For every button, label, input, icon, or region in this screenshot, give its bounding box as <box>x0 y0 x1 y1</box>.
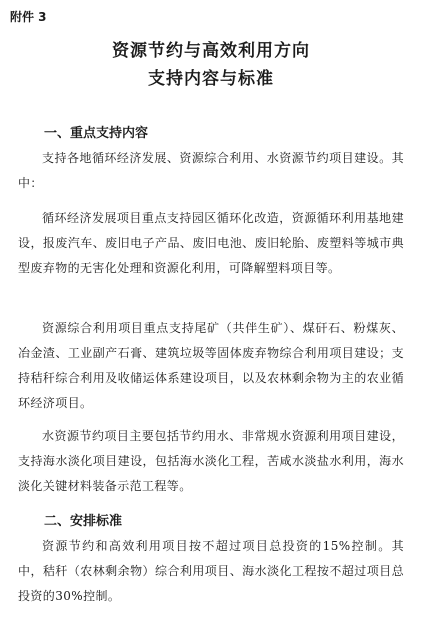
document-title-line-1: 资源节约与高效利用方向 <box>112 41 310 61</box>
section-2-heading: 二、安排标准 <box>44 514 123 529</box>
section-2-paragraph-1: 资源节约和高效利用项目按不超过项目总投资的15%控制。其中，秸秆（农林剩余物）综合利用项目、海水淡化工程按不超过项目总投资的30%控制。 <box>18 539 404 603</box>
section-1-paragraph-1: 支持各地循环经济发展、资源综合利用、水资源节约项目建设。其中： <box>18 151 404 190</box>
section-1-paragraph-3: 资源综合利用项目重点支持尾矿（共伴生矿）、煤矸石、粉煤灰、冶金渣、工业副产石膏、建筑垃圾等固体废弃物综合利用项目建设；支持秸秆综合利用及收储运体系建设项目，以及农林剩余物为主的农业循环经济项目。 <box>18 321 404 410</box>
section-1-paragraph-4: 水资源节约项目主要包括节约用水、非常规水资源利用项目建设，支持海水淡化项目建设，包括海水淡化工程，苦咸水淡盐水利用，海水淡化关键材料装备示范工程等。 <box>18 429 404 493</box>
section-1-heading: 一、重点支持内容 <box>44 126 149 141</box>
attachment-label: 附件 3 <box>10 10 47 24</box>
section-1-paragraph-2: 循环经济发展项目重点支持园区循环化改造，资源循环利用基地建设，报废汽车、废旧电子产品、废旧电池、废旧轮胎、废塑料等城市典型废弃物的无害化处理和资源化利用，可降解塑料项目等。 <box>18 211 404 275</box>
document-title-line-2: 支持内容与标准 <box>148 69 274 89</box>
